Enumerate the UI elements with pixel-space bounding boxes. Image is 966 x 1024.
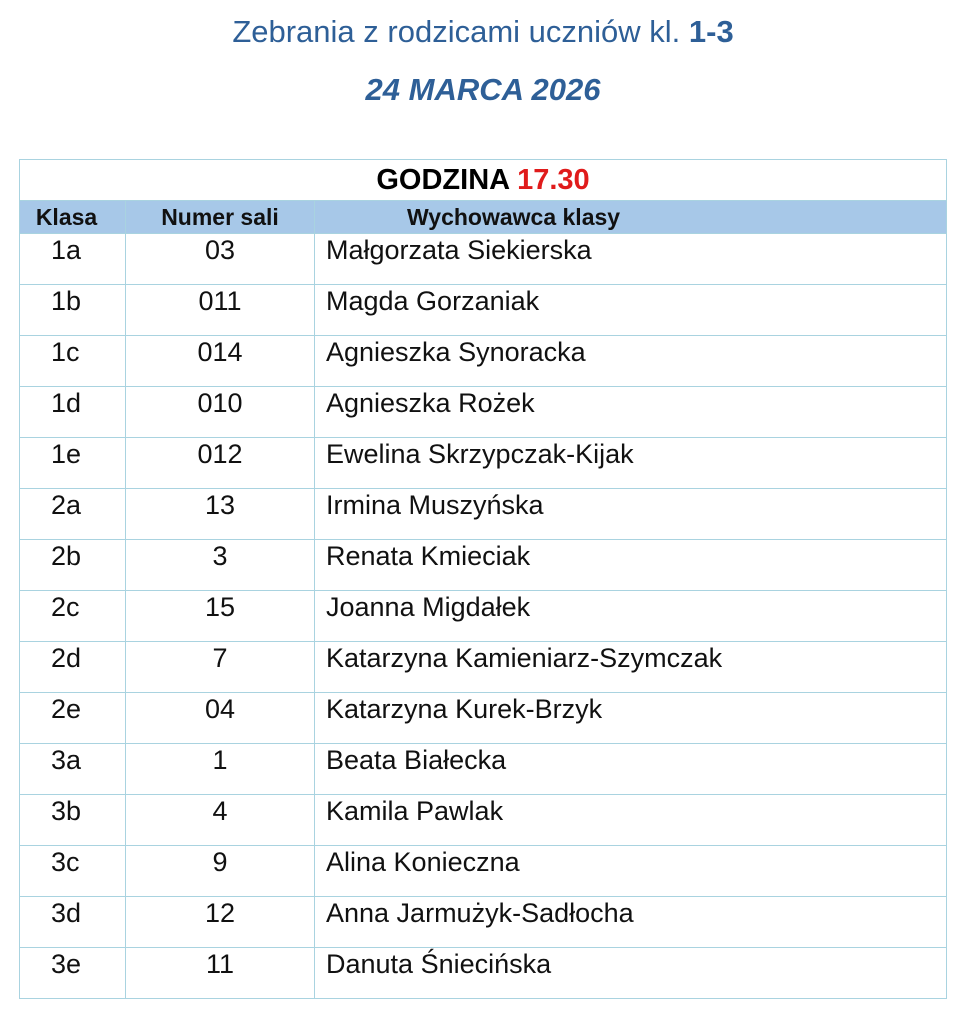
klasa-cell: 1e: [20, 438, 126, 489]
numer-sali-cell: 7: [126, 642, 315, 693]
numer-sali-cell: 13: [126, 489, 315, 540]
table-body: [20, 234, 947, 999]
numer-sali-cell: 4: [126, 795, 315, 846]
numer-sali-cell: 011: [126, 285, 315, 336]
table-row: [20, 846, 947, 897]
numer-sali-cell: 15: [126, 591, 315, 642]
column-header-klasa: Klasa: [20, 201, 126, 234]
numer-sali-cell: 03: [126, 234, 315, 285]
numer-sali-cell: 1: [126, 744, 315, 795]
table-row: [20, 387, 947, 438]
klasa-cell: 2a: [20, 489, 126, 540]
time-value: 17.30: [517, 164, 590, 196]
klasa-cell: 3d: [20, 897, 126, 948]
klasa-cell: 3c: [20, 846, 126, 897]
table-row: [20, 234, 947, 285]
wychowawca-cell: Małgorzata Siekierska: [315, 234, 947, 285]
numer-sali-cell: 11: [126, 948, 315, 999]
numer-sali-cell: 3: [126, 540, 315, 591]
numer-sali-cell: 014: [126, 336, 315, 387]
table-row: [20, 438, 947, 489]
klasa-cell: 1b: [20, 285, 126, 336]
numer-sali-cell: 9: [126, 846, 315, 897]
numer-sali-cell: 04: [126, 693, 315, 744]
wychowawca-cell: Katarzyna Kurek-Brzyk: [315, 693, 947, 744]
column-header-row: [20, 201, 947, 234]
klasa-cell: 1c: [20, 336, 126, 387]
wychowawca-cell: Agnieszka Rożek: [315, 387, 947, 438]
numer-sali-cell: 12: [126, 897, 315, 948]
table-row: [20, 693, 947, 744]
wychowawca-cell: Katarzyna Kamieniarz-Szymczak: [315, 642, 947, 693]
wychowawca-cell: Danuta Śniecińska: [315, 948, 947, 999]
schedule-table: [19, 159, 947, 999]
table-row: [20, 642, 947, 693]
page-title-grades: 1-3: [688, 14, 734, 49]
numer-sali-cell: 012: [126, 438, 315, 489]
klasa-cell: 2d: [20, 642, 126, 693]
table-row: [20, 897, 947, 948]
table-row: [20, 948, 947, 999]
wychowawca-cell: Joanna Migdałek: [315, 591, 947, 642]
wychowawca-cell: Alina Konieczna: [315, 846, 947, 897]
wychowawca-cell: Beata Białecka: [315, 744, 947, 795]
wychowawca-cell: Magda Gorzaniak: [315, 285, 947, 336]
klasa-cell: 1a: [20, 234, 126, 285]
numer-sali-cell: 010: [126, 387, 315, 438]
table-row: [20, 591, 947, 642]
wychowawca-cell: Anna Jarmużyk-Sadłocha: [315, 897, 947, 948]
time-cell: [20, 160, 947, 201]
klasa-cell: 2e: [20, 693, 126, 744]
table-row: [20, 540, 947, 591]
table-row: [20, 489, 947, 540]
wychowawca-cell: Kamila Pawlak: [315, 795, 947, 846]
meeting-date: 24 MARCA 2026: [365, 72, 601, 107]
page-title-text: Zebrania z rodzicami uczniów kl.: [232, 14, 689, 49]
page-title: [0, 12, 966, 52]
time-row: [20, 160, 947, 201]
wychowawca-cell: Renata Kmieciak: [315, 540, 947, 591]
table-row: [20, 336, 947, 387]
table-row: [20, 285, 947, 336]
klasa-cell: 2c: [20, 591, 126, 642]
table-row: [20, 744, 947, 795]
klasa-cell: 3b: [20, 795, 126, 846]
time-label: GODZINA: [376, 164, 518, 196]
klasa-cell: 2b: [20, 540, 126, 591]
column-header-numer-sali: Numer sali: [126, 201, 315, 234]
klasa-cell: 3e: [20, 948, 126, 999]
table-row: [20, 795, 947, 846]
wychowawca-cell: Irmina Muszyńska: [315, 489, 947, 540]
wychowawca-cell: Agnieszka Synoracka: [315, 336, 947, 387]
column-header-wychowawca: Wychowawca klasy: [315, 201, 947, 234]
wychowawca-cell: Ewelina Skrzypczak-Kijak: [315, 438, 947, 489]
klasa-cell: 1d: [20, 387, 126, 438]
klasa-cell: 3a: [20, 744, 126, 795]
